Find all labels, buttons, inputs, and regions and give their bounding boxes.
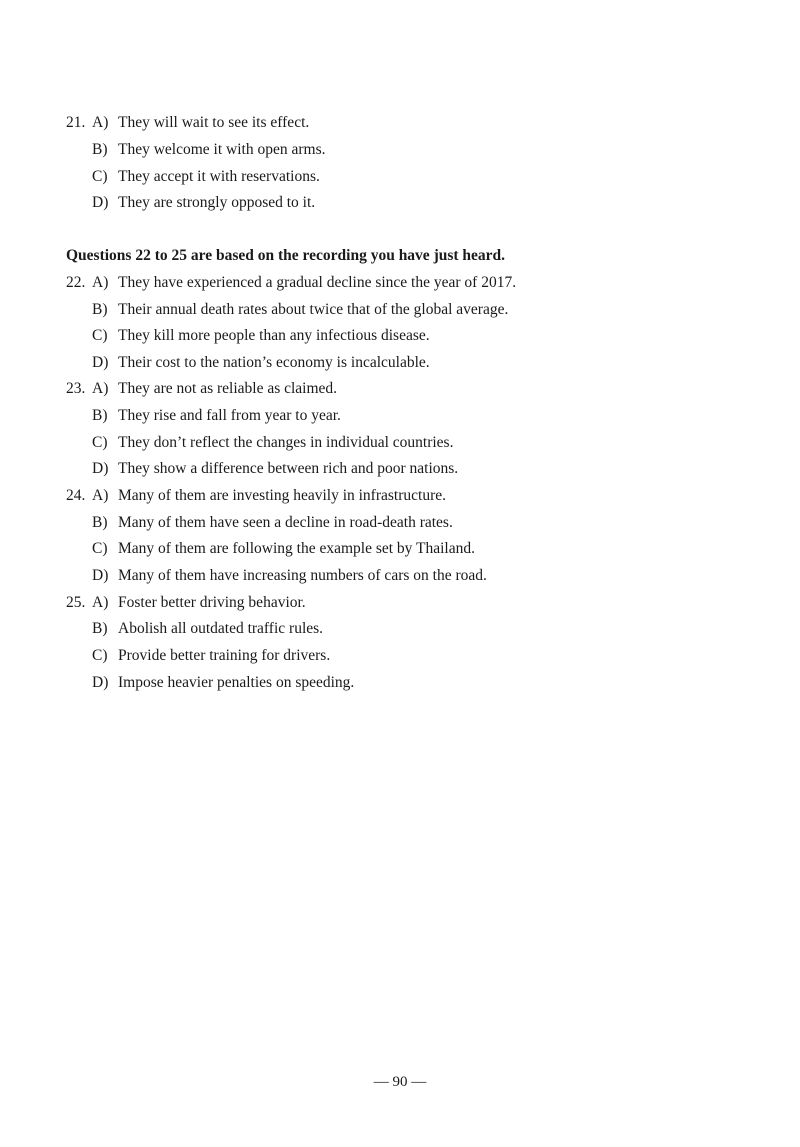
option-text: They are not as reliable as claimed. <box>118 380 338 397</box>
option-letter: C) <box>92 434 108 451</box>
option-text: They will wait to see its effect. <box>118 114 310 131</box>
option-text: They welcome it with open arms. <box>118 141 326 158</box>
option-letter: D) <box>92 460 109 477</box>
option-letter: C) <box>92 327 108 344</box>
question-25-option-c[interactable] <box>92 646 330 666</box>
option-text: Provide better training for drivers. <box>118 647 331 664</box>
question-21-option-b[interactable] <box>92 140 325 160</box>
option-letter: C) <box>92 168 108 185</box>
option-letter: B) <box>92 407 108 424</box>
question-number: 22. <box>66 274 86 291</box>
question-number: 25. <box>66 594 86 611</box>
option-text: They show a difference between rich and poor nations. <box>118 460 459 477</box>
question-21-option-c[interactable] <box>92 167 320 187</box>
option-text: They don’t reflect the changes in individual countries. <box>118 434 454 451</box>
question-25-option-b[interactable] <box>92 619 323 639</box>
question-23-option-c[interactable] <box>92 433 453 453</box>
option-text: Many of them are investing heavily in infrastructure. <box>118 487 446 504</box>
option-text: Impose heavier penalties on speeding. <box>118 674 355 691</box>
option-text: Abolish all outdated traffic rules. <box>118 620 324 637</box>
option-letter: B) <box>92 620 108 637</box>
option-text: They have experienced a gradual decline since the year of 2017. <box>118 274 517 291</box>
question-23-option-d[interactable] <box>92 459 458 479</box>
option-letter: D) <box>92 674 109 691</box>
option-text: Foster better driving behavior. <box>118 594 306 611</box>
question-23-option-a[interactable] <box>66 379 337 399</box>
question-24-option-c[interactable] <box>92 539 475 559</box>
question-24-option-a[interactable] <box>66 486 446 506</box>
option-letter: B) <box>92 514 108 531</box>
question-22-option-d[interactable] <box>92 353 430 373</box>
question-21-option-d[interactable] <box>92 193 315 213</box>
question-25-option-d[interactable] <box>92 673 354 693</box>
option-text: Many of them have seen a decline in road-death rates. <box>118 514 453 531</box>
question-23-option-b[interactable] <box>92 406 341 426</box>
option-letter: D) <box>92 567 109 584</box>
question-number: 24. <box>66 487 86 504</box>
question-21-option-a[interactable] <box>66 113 309 133</box>
question-24-option-d[interactable] <box>92 566 487 586</box>
option-letter: A) <box>92 487 109 504</box>
option-text: Many of them are following the example set by Thailand. <box>118 540 475 557</box>
option-letter: B) <box>92 301 108 318</box>
page-number: — 90 — <box>373 1074 427 1090</box>
option-letter: A) <box>92 274 109 291</box>
option-text: They accept it with reservations. <box>118 168 320 185</box>
option-text: They are strongly opposed to it. <box>118 194 316 211</box>
option-text: They kill more people than any infectious disease. <box>118 327 430 344</box>
question-number: 23. <box>66 380 86 397</box>
option-letter: A) <box>92 594 109 611</box>
option-letter: B) <box>92 141 108 158</box>
option-text: Their cost to the nation’s economy is incalculable. <box>118 354 430 371</box>
option-text: They rise and fall from year to year. <box>118 407 341 424</box>
question-22-option-a[interactable] <box>66 273 516 293</box>
option-letter: D) <box>92 354 109 371</box>
question-22-option-b[interactable] <box>92 300 508 320</box>
option-text: Many of them have increasing numbers of cars on the road. <box>118 567 487 584</box>
option-letter: C) <box>92 647 108 664</box>
question-22-option-c[interactable] <box>92 326 430 346</box>
option-letter: A) <box>92 380 109 397</box>
section-heading: Questions 22 to 25 are based on the recording you have just heard. <box>66 247 506 264</box>
question-number: 21. <box>66 114 86 131</box>
option-letter: A) <box>92 114 109 131</box>
option-letter: C) <box>92 540 108 557</box>
option-text: Their annual death rates about twice that of the global average. <box>118 301 509 318</box>
option-letter: D) <box>92 194 109 211</box>
question-25-option-a[interactable] <box>66 593 306 613</box>
question-24-option-b[interactable] <box>92 513 453 533</box>
